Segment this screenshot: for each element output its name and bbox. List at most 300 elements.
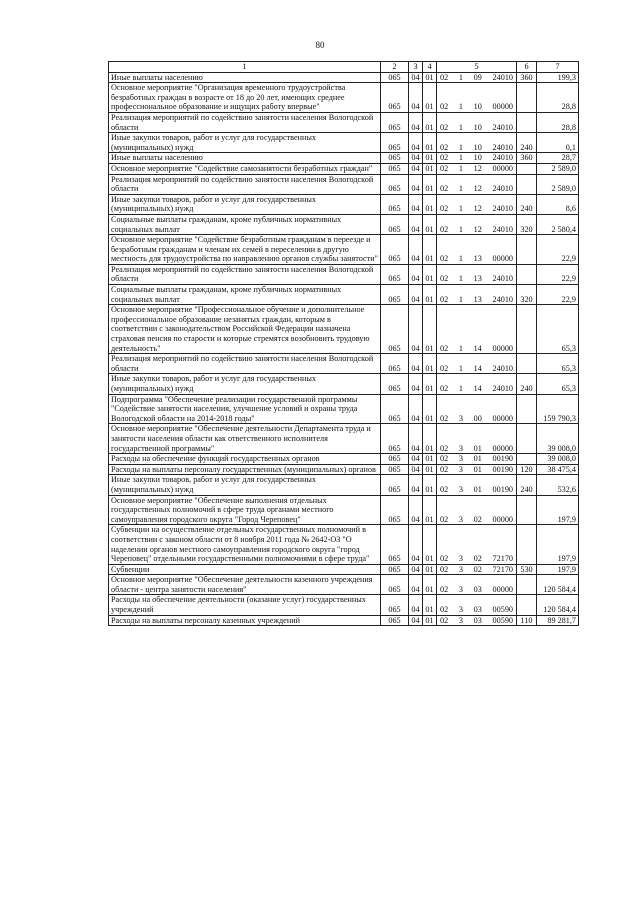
amount-value: 38 475,4 xyxy=(537,464,579,475)
amount-value: 8,6 xyxy=(537,194,579,214)
target-article-part: 3 xyxy=(458,584,463,594)
target-article-part: 72170 xyxy=(492,554,513,564)
target-article-part: 24010 xyxy=(492,294,513,304)
target-article-part: 14 xyxy=(473,363,482,373)
table-row xyxy=(109,575,579,595)
target-article-segments xyxy=(437,254,516,264)
target-article-part: 3 xyxy=(458,564,463,574)
section-code: 04 xyxy=(409,264,423,284)
target-article-segments xyxy=(437,565,516,575)
expense-type-code: 320 xyxy=(517,285,537,305)
target-article-part: 1 xyxy=(458,274,463,284)
ministry-code: 065 xyxy=(381,394,409,424)
target-article-code xyxy=(437,264,517,284)
target-article-segments xyxy=(437,184,516,194)
row-name: Субвенции xyxy=(109,564,381,575)
target-article-part: 02 xyxy=(440,584,449,594)
target-article-segments xyxy=(437,225,516,235)
amount-value: 159 790,3 xyxy=(537,394,579,424)
target-article-part: 01 xyxy=(473,464,482,474)
target-article-part: 13 xyxy=(473,274,482,284)
expense-type-code xyxy=(517,235,537,265)
target-article-part: 3 xyxy=(458,413,463,423)
target-article-part: 24010 xyxy=(492,224,513,234)
row-name: Основное мероприятие "Содействие безработным гражданам в переезде и безработным гражданам и членам их семей в переселении в другую местность для трудоустройства по направлению органов службы занятости" xyxy=(109,235,381,265)
target-article-part: 02 xyxy=(440,102,449,112)
target-article-part: 02 xyxy=(440,384,449,393)
section-code: 04 xyxy=(409,454,423,465)
target-article-code xyxy=(437,464,517,475)
target-article-part: 02 xyxy=(440,142,449,152)
target-article-code xyxy=(437,305,517,354)
target-article-part: 24010 xyxy=(492,384,513,393)
expense-type-code: 110 xyxy=(517,615,537,626)
page-number: 80 xyxy=(315,40,325,50)
target-article-part: 02 xyxy=(440,514,449,524)
target-article-code xyxy=(437,454,517,465)
target-article-part: 00000 xyxy=(492,514,513,524)
table-row xyxy=(109,285,579,305)
subsection-code: 01 xyxy=(423,374,437,394)
table-row xyxy=(109,374,579,394)
table-row xyxy=(109,495,579,525)
row-name: Реализация мероприятий по содействию занятости населения Вологодской области xyxy=(109,264,381,284)
target-article-code xyxy=(437,525,517,564)
section-code: 04 xyxy=(409,163,423,174)
header-cell: 4 xyxy=(423,62,437,73)
ministry-code: 065 xyxy=(381,112,409,132)
expense-type-code xyxy=(517,83,537,113)
expense-type-code: 320 xyxy=(517,214,537,234)
target-article-code xyxy=(437,495,517,525)
amount-value: 22,9 xyxy=(537,285,579,305)
target-article-code xyxy=(437,575,517,595)
target-article-part: 02 xyxy=(440,274,449,284)
target-article-part: 09 xyxy=(473,72,482,82)
amount-value: 197,9 xyxy=(537,525,579,564)
target-article-part: 3 xyxy=(458,615,463,625)
expense-type-code xyxy=(517,112,537,132)
ministry-code: 065 xyxy=(381,564,409,575)
target-article-part: 3 xyxy=(458,443,463,453)
target-article-segments xyxy=(437,274,516,284)
row-name: Расходы на обеспечение функций государственных органов xyxy=(109,454,381,465)
target-article-segments xyxy=(437,585,516,595)
table-row xyxy=(109,464,579,475)
subsection-code: 01 xyxy=(423,575,437,595)
target-article-part: 3 xyxy=(458,454,463,464)
target-article-segments xyxy=(437,164,516,174)
subsection-code: 01 xyxy=(423,112,437,132)
section-code: 04 xyxy=(409,495,423,525)
section-code: 04 xyxy=(409,174,423,194)
target-article-part: 3 xyxy=(458,464,463,474)
target-article-code xyxy=(437,214,517,234)
subsection-code: 01 xyxy=(423,133,437,153)
section-code: 04 xyxy=(409,72,423,83)
target-article-part: 1 xyxy=(458,384,463,393)
target-article-part: 1 xyxy=(458,142,463,152)
section-code: 04 xyxy=(409,194,423,214)
table-row xyxy=(109,133,579,153)
target-article-part: 24010 xyxy=(492,72,513,82)
ministry-code: 065 xyxy=(381,285,409,305)
section-code: 04 xyxy=(409,235,423,265)
ministry-code: 065 xyxy=(381,595,409,615)
target-article-part: 02 xyxy=(473,514,482,524)
target-article-code xyxy=(437,615,517,626)
expense-type-code: 240 xyxy=(517,133,537,153)
target-article-part: 02 xyxy=(440,122,449,132)
ministry-code: 065 xyxy=(381,163,409,174)
table-row xyxy=(109,112,579,132)
target-article-part: 00000 xyxy=(492,163,513,173)
subsection-code: 01 xyxy=(423,564,437,575)
subsection-code: 01 xyxy=(423,424,437,454)
table-row xyxy=(109,83,579,113)
table-row xyxy=(109,163,579,174)
subsection-code: 01 xyxy=(423,475,437,495)
ministry-code: 065 xyxy=(381,174,409,194)
target-article-part: 02 xyxy=(440,224,449,234)
subsection-code: 01 xyxy=(423,595,437,615)
target-article-code xyxy=(437,133,517,153)
target-article-segments xyxy=(437,102,516,112)
target-article-part: 02 xyxy=(440,163,449,173)
table-row xyxy=(109,305,579,354)
target-article-segments xyxy=(437,73,516,83)
row-name: Основное мероприятие "Обеспечение выполнения отдельных государственных полномочий в сфере труда органами местного самоуправления городского округа "Город Череповец" xyxy=(109,495,381,525)
ministry-code: 065 xyxy=(381,133,409,153)
row-name: Иные закупки товаров, работ и услуг для государственных (муниципальных) нужд xyxy=(109,194,381,214)
target-article-part: 1 xyxy=(458,72,463,82)
section-code: 04 xyxy=(409,354,423,374)
target-article-part: 00590 xyxy=(492,615,513,625)
expense-type-code: 240 xyxy=(517,194,537,214)
target-article-part: 1 xyxy=(458,294,463,304)
expense-type-code xyxy=(517,394,537,424)
target-article-part: 72170 xyxy=(492,564,513,574)
target-article-segments xyxy=(437,515,516,525)
row-name: Иные закупки товаров, работ и услуг для государственных (муниципальных) нужд xyxy=(109,374,381,394)
table-row xyxy=(109,454,579,465)
table-row xyxy=(109,615,579,626)
target-article-code xyxy=(437,285,517,305)
target-article-part: 01 xyxy=(473,454,482,464)
subsection-code: 01 xyxy=(423,264,437,284)
target-article-part: 00000 xyxy=(492,254,513,264)
target-article-part: 1 xyxy=(458,204,463,214)
target-article-part: 02 xyxy=(473,554,482,564)
amount-value: 39 008,0 xyxy=(537,454,579,465)
table-row xyxy=(109,264,579,284)
target-article-part: 00000 xyxy=(492,584,513,594)
target-article-part: 1 xyxy=(458,184,463,194)
target-article-part: 10 xyxy=(473,122,482,132)
target-article-part: 03 xyxy=(473,584,482,594)
table-body xyxy=(109,72,579,626)
target-article-part: 1 xyxy=(458,153,463,163)
target-article-code xyxy=(437,153,517,164)
target-article-part: 14 xyxy=(473,343,482,353)
expense-type-code xyxy=(517,354,537,374)
target-article-part: 02 xyxy=(440,484,449,494)
ministry-code: 065 xyxy=(381,153,409,164)
amount-value: 197,9 xyxy=(537,495,579,525)
ministry-code: 065 xyxy=(381,424,409,454)
target-article-part: 1 xyxy=(458,254,463,264)
expense-type-code xyxy=(517,595,537,615)
row-name: Иные закупки товаров, работ и услуг для государственных (муниципальных) нужд xyxy=(109,133,381,153)
subsection-code: 01 xyxy=(423,394,437,424)
target-article-part: 24010 xyxy=(492,363,513,373)
expense-type-code xyxy=(517,305,537,354)
subsection-code: 01 xyxy=(423,525,437,564)
target-article-part: 10 xyxy=(473,153,482,163)
target-article-part: 24010 xyxy=(492,274,513,284)
target-article-code xyxy=(437,374,517,394)
ministry-code: 065 xyxy=(381,264,409,284)
amount-value: 65,3 xyxy=(537,374,579,394)
row-name: Реализация мероприятий по содействию занятости населения Вологодской области xyxy=(109,112,381,132)
table-row xyxy=(109,424,579,454)
amount-value: 120 584,4 xyxy=(537,595,579,615)
section-code: 04 xyxy=(409,595,423,615)
row-name: Субвенции на осуществление отдельных государственных полномочий в соответствии с законом области от 8 ноября 2011 года № 2642-ОЗ "О наделении органов местного самоуправления городского округа "город Череповец" отдельными государственными полномочиями в сфере труда" xyxy=(109,525,381,564)
amount-value: 22,9 xyxy=(537,264,579,284)
section-code: 04 xyxy=(409,214,423,234)
row-name: Иные выплаты населению xyxy=(109,153,381,164)
target-article-segments xyxy=(437,454,516,464)
subsection-code: 01 xyxy=(423,464,437,475)
row-name: Основное мероприятие "Профессиональное обучение и дополнительное профессиональное образование незанятых граждан, которым в соответствии с законодательством Российской Федерации назначена страховая пенсия по старости и которые стремятся возобновить трудовую деятельность" xyxy=(109,305,381,354)
amount-value: 28,8 xyxy=(537,83,579,113)
header-cell: 3 xyxy=(409,62,423,73)
expense-type-code: 240 xyxy=(517,475,537,495)
expense-type-code xyxy=(517,575,537,595)
row-name: Социальные выплаты гражданам, кроме публичных нормативных социальных выплат xyxy=(109,214,381,234)
expense-type-code xyxy=(517,163,537,174)
target-article-code xyxy=(437,354,517,374)
target-article-part: 02 xyxy=(440,564,449,574)
row-name: Основное мероприятие "Организация временного трудоустройства безработных граждан в возрасте от 18 до 20 лет, имеющих среднее профессиональное образование и ищущих работу впервые" xyxy=(109,83,381,113)
amount-value: 2 589,0 xyxy=(537,174,579,194)
expense-type-code xyxy=(517,174,537,194)
table-row xyxy=(109,153,579,164)
target-article-code xyxy=(437,595,517,615)
target-article-part: 00000 xyxy=(492,413,513,423)
header-cell: 7 xyxy=(537,62,579,73)
row-name: Основное мероприятие "Обеспечение деятельности казенного учреждения области - центра занятости населения" xyxy=(109,575,381,595)
table-row xyxy=(109,174,579,194)
ministry-code: 065 xyxy=(381,464,409,475)
table-row xyxy=(109,595,579,615)
target-article-part: 00000 xyxy=(492,443,513,453)
section-code: 04 xyxy=(409,394,423,424)
target-article-code xyxy=(437,112,517,132)
budget-table xyxy=(108,61,579,626)
target-article-code xyxy=(437,72,517,83)
target-article-segments xyxy=(437,295,516,305)
ministry-code: 065 xyxy=(381,83,409,113)
target-article-part: 02 xyxy=(440,454,449,464)
target-article-segments xyxy=(437,414,516,424)
target-article-code xyxy=(437,83,517,113)
header-cell: 5 xyxy=(437,62,517,73)
target-article-part: 1 xyxy=(458,224,463,234)
ministry-code: 065 xyxy=(381,214,409,234)
target-article-segments xyxy=(437,123,516,133)
section-code: 04 xyxy=(409,575,423,595)
row-name: Реализация мероприятий по содействию занятости населения Вологодской области xyxy=(109,354,381,374)
table-row xyxy=(109,475,579,495)
section-code: 04 xyxy=(409,305,423,354)
row-name: Социальные выплаты гражданам, кроме публичных нормативных социальных выплат xyxy=(109,285,381,305)
target-article-part: 24010 xyxy=(492,204,513,214)
ministry-code: 065 xyxy=(381,374,409,394)
target-article-part: 10 xyxy=(473,142,482,152)
ministry-code: 065 xyxy=(381,235,409,265)
section-code: 04 xyxy=(409,374,423,394)
target-article-part: 02 xyxy=(440,413,449,423)
expense-type-code xyxy=(517,454,537,465)
target-article-segments xyxy=(437,465,516,475)
target-article-part: 02 xyxy=(440,153,449,163)
target-article-segments xyxy=(437,384,516,394)
target-article-part: 02 xyxy=(440,184,449,194)
amount-value: 532,6 xyxy=(537,475,579,495)
target-article-code xyxy=(437,174,517,194)
target-article-part: 1 xyxy=(458,343,463,353)
target-article-part: 03 xyxy=(473,615,482,625)
expense-type-code xyxy=(517,264,537,284)
amount-value: 89 281,7 xyxy=(537,615,579,626)
target-article-segments xyxy=(437,364,516,374)
amount-value: 199,3 xyxy=(537,72,579,83)
table-row xyxy=(109,354,579,374)
subsection-code: 01 xyxy=(423,615,437,626)
section-code: 04 xyxy=(409,133,423,153)
amount-value: 65,3 xyxy=(537,305,579,354)
section-code: 04 xyxy=(409,564,423,575)
section-code: 04 xyxy=(409,83,423,113)
target-article-code xyxy=(437,564,517,575)
subsection-code: 01 xyxy=(423,83,437,113)
target-article-part: 00190 xyxy=(492,464,513,474)
subsection-code: 01 xyxy=(423,153,437,164)
target-article-code xyxy=(437,163,517,174)
header-row xyxy=(109,62,579,73)
target-article-part: 24010 xyxy=(492,153,513,163)
target-article-code xyxy=(437,235,517,265)
subsection-code: 01 xyxy=(423,163,437,174)
section-code: 04 xyxy=(409,464,423,475)
target-article-part: 01 xyxy=(473,443,482,453)
row-name: Основное мероприятие "Обеспечение деятельности Департамента труда и занятости населения области как ответственного исполнителя государственной программы" xyxy=(109,424,381,454)
target-article-segments xyxy=(437,344,516,354)
target-article-part: 12 xyxy=(473,184,482,194)
target-article-part: 24010 xyxy=(492,122,513,132)
subsection-code: 01 xyxy=(423,354,437,374)
subsection-code: 01 xyxy=(423,305,437,354)
ministry-code: 065 xyxy=(381,495,409,525)
expense-type-code: 530 xyxy=(517,564,537,575)
target-article-part: 00 xyxy=(473,413,482,423)
expense-type-code xyxy=(517,495,537,525)
target-article-part: 02 xyxy=(440,204,449,214)
expense-type-code xyxy=(517,424,537,454)
ministry-code: 065 xyxy=(381,72,409,83)
target-article-part: 02 xyxy=(440,343,449,353)
target-article-part: 00190 xyxy=(492,454,513,464)
target-article-part: 13 xyxy=(473,294,482,304)
subsection-code: 01 xyxy=(423,285,437,305)
section-code: 04 xyxy=(409,285,423,305)
target-article-part: 00590 xyxy=(492,605,513,615)
target-article-part: 1 xyxy=(458,122,463,132)
target-article-segments xyxy=(437,616,516,626)
target-article-part: 02 xyxy=(440,294,449,304)
amount-value: 39 008,0 xyxy=(537,424,579,454)
ministry-code: 065 xyxy=(381,305,409,354)
target-article-segments xyxy=(437,554,516,564)
table-row xyxy=(109,214,579,234)
target-article-part: 13 xyxy=(473,254,482,264)
target-article-code xyxy=(437,475,517,495)
ministry-code: 065 xyxy=(381,354,409,374)
ministry-code: 065 xyxy=(381,194,409,214)
ministry-code: 065 xyxy=(381,615,409,626)
amount-value: 120 584,4 xyxy=(537,575,579,595)
target-article-part: 02 xyxy=(440,254,449,264)
target-article-segments xyxy=(437,153,516,163)
target-article-part: 12 xyxy=(473,204,482,214)
amount-value: 28,8 xyxy=(537,112,579,132)
target-article-part: 00000 xyxy=(492,102,513,112)
target-article-part: 24010 xyxy=(492,184,513,194)
subsection-code: 01 xyxy=(423,454,437,465)
section-code: 04 xyxy=(409,525,423,564)
subsection-code: 01 xyxy=(423,72,437,83)
expense-type-code: 360 xyxy=(517,72,537,83)
row-name: Иные выплаты населению xyxy=(109,72,381,83)
header-cell: 6 xyxy=(517,62,537,73)
target-article-code xyxy=(437,194,517,214)
section-code: 04 xyxy=(409,615,423,626)
subsection-code: 01 xyxy=(423,235,437,265)
table-row xyxy=(109,525,579,564)
header-cell: 1 xyxy=(109,62,381,73)
target-article-part: 3 xyxy=(458,514,463,524)
target-article-part: 02 xyxy=(440,443,449,453)
expense-type-code xyxy=(517,525,537,564)
target-article-part: 01 xyxy=(473,484,482,494)
target-article-part: 1 xyxy=(458,163,463,173)
row-name: Расходы на обеспечение деятельности (оказание услуг) государственных учреждений xyxy=(109,595,381,615)
target-article-part: 02 xyxy=(473,564,482,574)
target-article-part: 03 xyxy=(473,605,482,615)
table-row xyxy=(109,394,579,424)
target-article-part: 10 xyxy=(473,102,482,112)
section-code: 04 xyxy=(409,112,423,132)
amount-value: 22,9 xyxy=(537,235,579,265)
target-article-part: 02 xyxy=(440,615,449,625)
ministry-code: 065 xyxy=(381,454,409,465)
header-cell: 2 xyxy=(381,62,409,73)
target-article-part: 3 xyxy=(458,484,463,494)
expense-type-code: 120 xyxy=(517,464,537,475)
subsection-code: 01 xyxy=(423,174,437,194)
